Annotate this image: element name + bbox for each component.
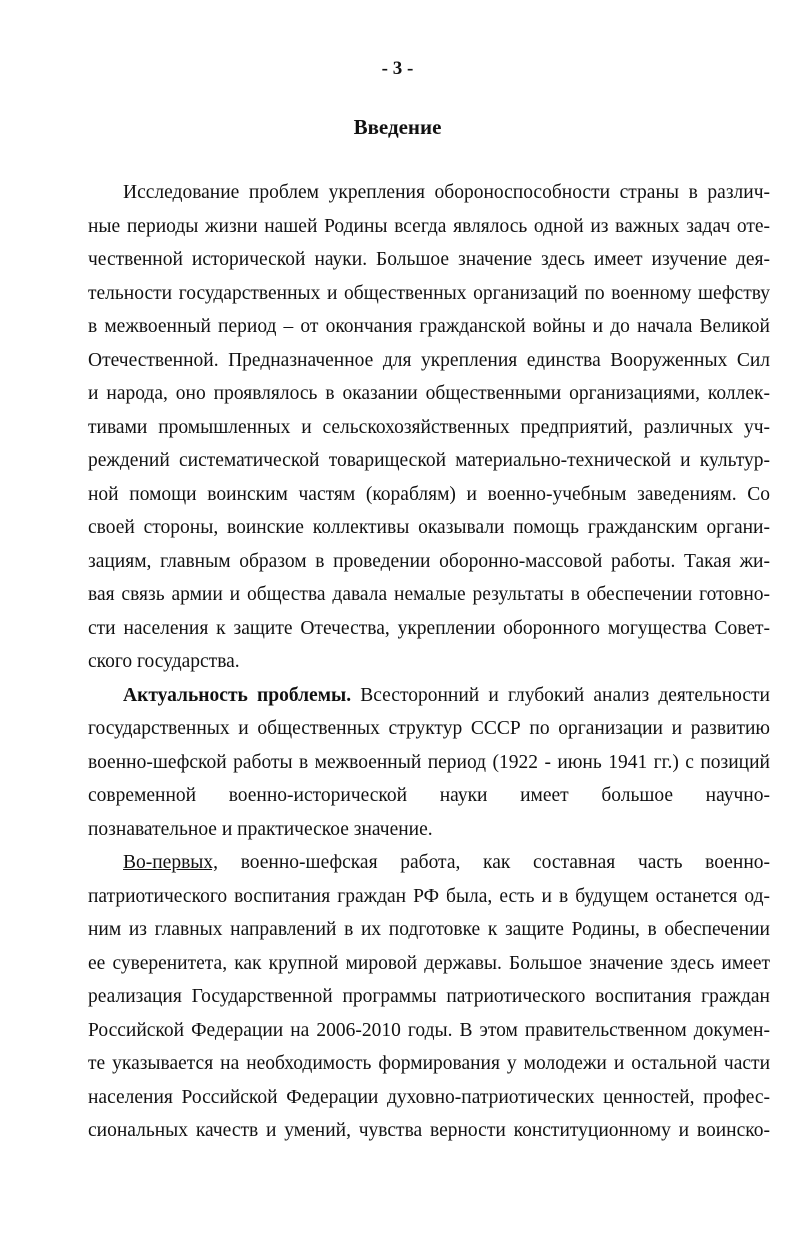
text-line: ним из главных направлений в их подготовке к защите Родины, в обеспечении (88, 919, 770, 940)
document-body (88, 176, 770, 1148)
text-line: тельности государственных и общественных организаций по военному шефству (88, 282, 770, 304)
text-fragment: Всесторонний и глубокий анализ деятельности (351, 684, 770, 706)
text-line: современной военно-исторической науки имеет большое научно- (88, 785, 770, 806)
text-line: патриотического воспитания граждан РФ была, есть и в будущем останется од- (88, 885, 770, 907)
text-line: в межвоенный период – от окончания гражданской войны и до начала Великой (88, 316, 770, 337)
paragraph-introduction (88, 176, 770, 679)
text-line: военно-шефской работы в межвоенный период (1922 - июнь 1941 гг.) с позиций (88, 751, 770, 773)
section-lead: Во-первых, (123, 852, 219, 873)
text-fragment: военно-шефская работа, как составная часть военно- (218, 852, 770, 873)
text-line: познавательное и практическое значение. (88, 818, 433, 840)
text-line: вая связь армии и общества давала немалые результаты в обеспечении готовно- (88, 584, 770, 605)
text-line: чественной исторической науки. Большое значение здесь имеет изучение дея- (88, 249, 770, 270)
text-line: государственных и общественных структур СССР по организации и развитию (88, 718, 770, 739)
paragraph-relevance (88, 679, 770, 847)
text-line: те указывается на необходимость формирования у молодежи и остальной части (88, 1053, 770, 1074)
text-line: сиональных качеств и умений, чувства верности конституционному и воинско- (88, 1120, 770, 1141)
text-line: ной помощи воинским частям (кораблям) и военно-учебным заведениям. Со (88, 483, 770, 505)
text-line (88, 679, 770, 713)
paragraph-first-point (88, 846, 770, 1148)
text-line: зациям, главным образом в проведении оборонно-массовой работы. Такая жи- (88, 550, 770, 572)
page-number: - 3 - (381, 58, 414, 79)
text-line: Отечественной. Предназначенное для укрепления единства Вооруженных Сил (88, 349, 770, 371)
section-lead: Актуальность проблемы. (123, 684, 352, 706)
page-title: Введение (353, 115, 442, 139)
text-line: ные периоды жизни нашей Родины всегда являлось одной из важных задач оте- (88, 215, 770, 237)
text-line: своей стороны, воинские коллективы оказывали помощь гражданским органи- (88, 517, 770, 538)
text-line: реждений систематической товарищеской материально-технической и культур- (88, 450, 770, 471)
text-line: и народа, оно проявлялось в оказании общественными организациями, коллек- (88, 383, 770, 404)
text-line: тивами промышленных и сельскохозяйственных предприятий, различных уч- (88, 416, 770, 438)
text-line: ее суверенитета, как крупной мировой державы. Большое значение здесь имеет (88, 952, 770, 974)
text-line: Исследование проблем укрепления обороноспособности страны в различ- (123, 182, 770, 203)
text-line: сти населения к защите Отечества, укреплении оборонного могущества Совет- (88, 617, 770, 639)
text-line (88, 846, 770, 880)
text-line: ского государства. (88, 651, 240, 672)
text-line: Российской Федерации на 2006-2010 годы. В этом правительственном докумен- (88, 1019, 770, 1041)
text-line: реализация Государственной программы патриотического воспитания граждан (88, 986, 770, 1007)
text-line: населения Российской Федерации духовно-патриотических ценностей, профес- (88, 1086, 770, 1108)
